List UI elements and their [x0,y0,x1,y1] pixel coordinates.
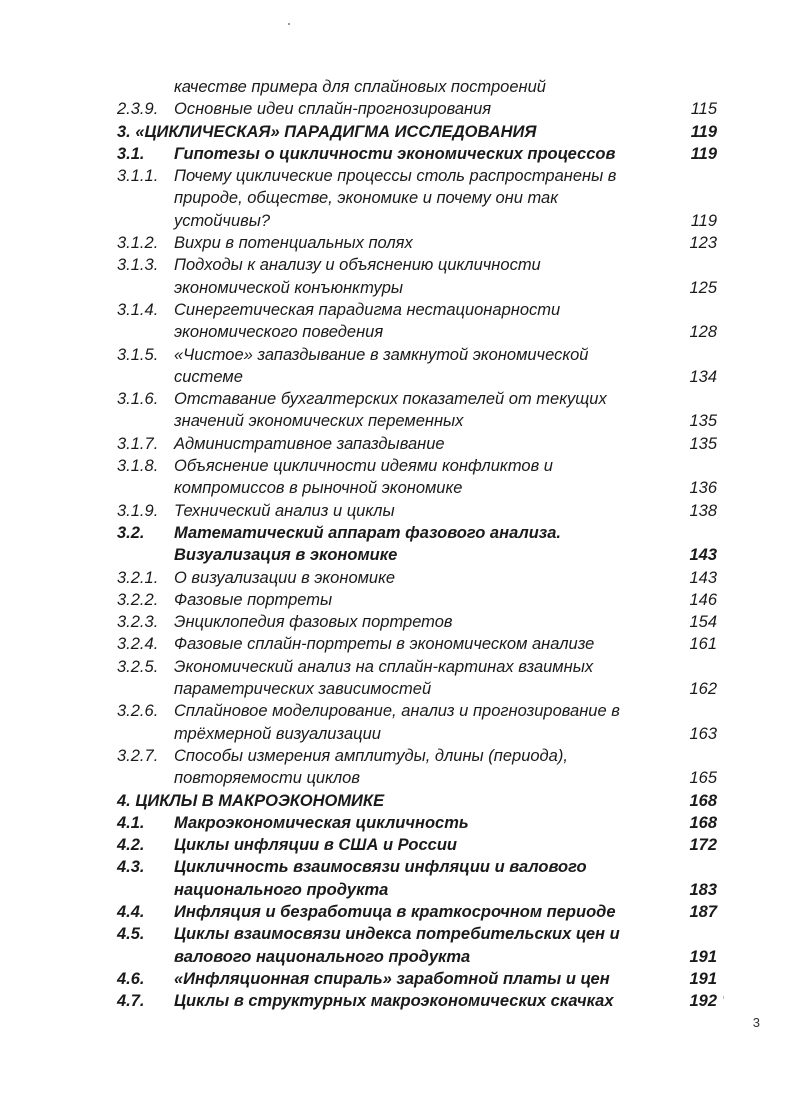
table-of-contents [117,76,717,1012]
toc-entry [117,232,717,254]
toc-entry-number: 3.1.5. [117,345,159,364]
toc-entry-number: 3.1.6. [117,390,159,409]
toc-entry-page: 143 [689,546,717,565]
toc-entry-page: 134 [689,367,717,386]
toc-entry-number: 4.2. [117,836,145,855]
toc-entry [117,98,717,120]
toc-entry-page: 163 [689,724,717,743]
toc-entry-title-line: повторяемости циклов [174,769,360,788]
toc-entry-title-line: Макроэкономическая цикличность [174,813,469,832]
toc-entry-number: 3.2.6. [117,702,159,721]
toc-entry-title [174,834,644,856]
toc-entry-number: 4.5. [117,925,145,944]
toc-entry [117,455,717,500]
toc-entry-title-line: «Чистое» запаздывание в замкнутой экономической [174,345,589,364]
toc-entry-number: 3.2.4. [117,635,159,654]
toc-entry-page: 119 [690,144,717,163]
toc-entry-title-line: трёхмерной визуализации [174,724,381,743]
scan-speck [723,996,724,999]
toc-entry-title-line: Административное запаздывание [174,434,445,453]
toc-entry-number: 3.1. [117,144,145,163]
toc-entry-title-line: Визуализация в экономике [174,546,398,565]
toc-entry-title-line: Гипотезы о цикличности экономических процессов [174,144,616,163]
toc-entry-title-line: природе, обществе, экономике и почему они так [174,189,559,208]
toc-entry-number: 4.4. [117,902,145,921]
toc-entry [117,388,717,433]
toc-entry [117,567,717,589]
toc-entry-title-line: Синергетическая парадигма нестационарности [174,300,561,319]
toc-entry-number: 3.1.2. [117,234,159,253]
toc-entry-number: 3.1.7. [117,434,159,453]
toc-entry-title-line: национального продукта [174,880,389,899]
toc-entry-page: 123 [689,234,717,253]
toc-entry-page: 143 [689,568,717,587]
toc-entry-title [174,522,644,567]
toc-entry-number: 3.2.3. [117,613,159,632]
toc-entry-title [174,143,644,165]
toc-entry-title-line: Фазовые сплайн-портреты в экономическом анализе [174,635,595,654]
toc-entry [117,165,717,232]
toc-entry [117,522,717,567]
toc-entry-title [117,790,677,812]
toc-entry-number: 4.1. [117,813,145,832]
toc-entry-title [174,968,644,990]
toc-entry-page: 172 [689,836,717,855]
toc-entry [117,433,717,455]
toc-entry-page: 168 [689,813,717,832]
toc-entry [117,856,717,901]
toc-entry-page: 136 [689,479,717,498]
toc-entry [117,254,717,299]
toc-entry-page: 135 [689,434,717,453]
toc-entry-title-line: Технический анализ и циклы [174,501,395,520]
toc-entry-title-line: Циклы инфляции в США и России [174,836,458,855]
toc-entry-number: 3.2.1. [117,568,159,587]
scan-speck [288,23,290,25]
toc-entry-number: 3.2.5. [117,657,159,676]
toc-entry-page: 119 [690,211,717,230]
toc-entry-page: 119 [690,122,717,141]
toc-entry-title-line: экономической конъюнктуры [174,278,404,297]
toc-entry-title-line: параметрических зависимостей [174,680,432,699]
toc-entry [117,990,717,1012]
toc-entry-page: 125 [689,278,717,297]
toc-entry-number: 3.1.3. [117,256,159,275]
toc-entry-page: 191 [689,947,717,966]
toc-entry-title-line: Вихри в потенциальных полях [174,234,413,253]
toc-entry-title-line: системе [174,367,243,386]
toc-entry-number: 3.2.2. [117,590,159,609]
toc-entry-page: 161 [689,635,717,654]
toc-entry-title-line: Инфляция и безработица в краткосрочном периоде [174,902,616,921]
toc-entry-page: 183 [689,880,717,899]
toc-entry-title-line: Способы измерения амплитуды, длины (периода), [174,746,568,765]
toc-entry [117,901,717,923]
toc-entry-title-line: компромиссов в рыночной экономике [174,479,463,498]
toc-entry-title [174,589,644,611]
toc-entry-title-line: Почему циклические процессы столь распространены в [174,167,617,186]
toc-entry-number: 3.2. [117,523,145,542]
toc-entry [117,299,717,344]
toc-entry-number: 4.7. [117,992,145,1011]
toc-entry-title-line: значений экономических переменных [174,412,464,431]
toc-entry-number: 2.3.9. [117,100,159,119]
toc-entry-title-line: Циклы в структурных макроэкономических скачках [174,992,614,1011]
toc-entry-title-line: валового национального продукта [174,947,471,966]
toc-entry [117,143,717,165]
toc-entry [117,500,717,522]
toc-entry-number: 3.1.9. [117,501,159,520]
toc-entry-page: 165 [689,769,717,788]
toc-entry [117,633,717,655]
toc-entry-title [174,165,644,232]
toc-entry-title [174,388,644,433]
toc-entry-title [174,76,644,98]
toc-entry-title-line: экономического поведения [174,323,384,342]
toc-entry-title [174,299,644,344]
toc-entry [117,745,717,790]
toc-entry-title [174,433,644,455]
toc-entry-page: 187 [689,902,717,921]
toc-entry-number: 3.1.4. [117,300,159,319]
toc-entry-number: 3.1.1. [117,167,159,186]
toc-entry-title [174,745,644,790]
toc-entry-title [174,254,644,299]
toc-entry-title-line: Подходы к анализу и объяснению цикличности [174,256,541,275]
toc-entry-title [174,98,644,120]
toc-entry-title-line: Цикличность взаимосвязи инфляции и валового [174,858,587,877]
toc-entry [117,656,717,701]
toc-entry-title [174,500,644,522]
toc-chapter-entry [117,790,717,812]
toc-entry-title [174,812,644,834]
toc-entry [117,611,717,633]
toc-entry-title [174,656,644,701]
toc-entry [117,834,717,856]
toc-entry-title-line: 4. ЦИКЛЫ В МАКРОЭКОНОМИКЕ [117,791,385,810]
toc-entry-title [117,121,677,143]
toc-entry-title [174,344,644,389]
toc-entry-title [174,901,644,923]
toc-entry-title-line: Математический аппарат фазового анализа. [174,523,561,542]
toc-entry-title [174,567,644,589]
toc-entry-title [174,633,644,655]
toc-entry-page: 154 [689,613,717,632]
toc-entry [117,700,717,745]
toc-entry-page: 128 [689,323,717,342]
toc-entry-title-line: Объяснение цикличности идеями конфликтов и [174,457,553,476]
toc-entry-title-line: Основные идеи сплайн-прогнозирования [174,100,492,119]
toc-entry-title-line: Энциклопедия фазовых портретов [174,613,453,632]
toc-entry-title [174,856,644,901]
toc-entry-title-line: О визуализации в экономике [174,568,396,587]
toc-entry-title-line: 3. «ЦИКЛИЧЕСКАЯ» ПАРАДИГМА ИССЛЕДОВАНИЯ [117,122,537,141]
toc-entry-page: 191 [689,969,717,988]
toc-entry [117,968,717,990]
toc-entry-page: 138 [689,501,717,520]
toc-entry [117,812,717,834]
toc-entry-page: 135 [689,412,717,431]
toc-entry-title-line: Сплайновое моделирование, анализ и прогнозирование в [174,702,620,721]
toc-entry [117,344,717,389]
toc-entry-number: 3.2.7. [117,746,159,765]
toc-entry-title-line: Отставание бухгалтерских показателей от текущих [174,390,607,409]
toc-entry-number: 4.6. [117,969,145,988]
toc-continuation-line [117,76,717,98]
toc-entry-page: 168 [689,791,717,810]
toc-entry-title [174,700,644,745]
toc-entry-page: 115 [690,100,717,119]
toc-entry-title-line: Циклы взаимосвязи индекса потребительских цен и [174,925,620,944]
toc-entry-title-line: Фазовые портреты [174,590,333,609]
toc-entry-page: 146 [689,590,717,609]
toc-entry-title [174,611,644,633]
toc-entry-page: 162 [689,680,717,699]
toc-entry-title [174,990,644,1012]
toc-entry [117,589,717,611]
page-number: 3 [752,1015,760,1030]
toc-entry-title-line: «Инфляционная спираль» заработной платы и цен [174,969,610,988]
toc-entry-title [174,232,644,254]
toc-chapter-entry [117,121,717,143]
toc-entry-title-line: устойчивы? [174,211,271,230]
toc-entry-number: 3.1.8. [117,457,159,476]
toc-entry-number: 4.3. [117,858,145,877]
toc-entry-title-line: качестве примера для сплайновых построений [174,78,546,96]
toc-entry-title-line: Экономический анализ на сплайн-картинах взаимных [174,657,594,676]
toc-entry [117,923,717,968]
toc-entry-page: 192 [689,992,717,1011]
toc-entry-title [174,923,644,968]
toc-entry-title [174,455,644,500]
